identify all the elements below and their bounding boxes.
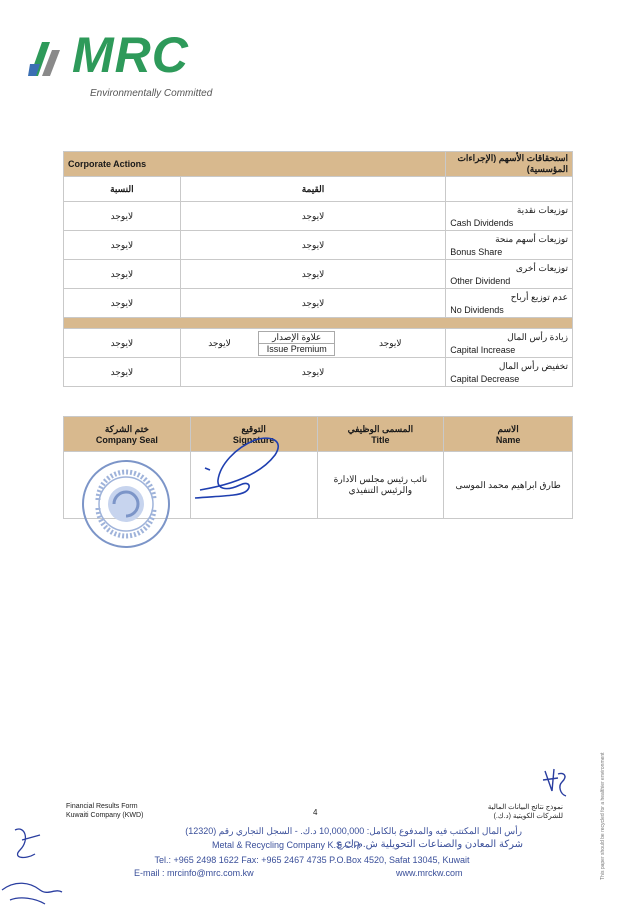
page-number: 4 bbox=[313, 808, 318, 817]
logo-tagline: Environmentally Committed bbox=[90, 88, 213, 99]
column-header-row bbox=[64, 177, 573, 202]
person-title-cell: نائب رئيس مجلس الادارة والرئيس التنفيذي bbox=[317, 452, 444, 519]
handwritten-signature bbox=[190, 430, 290, 505]
signature-header: التوقيع Signature bbox=[190, 417, 317, 452]
section-title-en: Corporate Actions bbox=[64, 152, 446, 177]
value-cell: لايوجد bbox=[180, 231, 445, 260]
label-ar: زيادة رأس المال bbox=[507, 331, 568, 342]
label-ar: تخفيض رأس المال bbox=[498, 360, 568, 371]
issue-premium-subtable bbox=[181, 331, 445, 356]
label-en: No Dividends bbox=[450, 304, 504, 315]
label-ar: عدم توزيع أرباح bbox=[510, 291, 568, 302]
row-label bbox=[446, 231, 573, 260]
company-seal bbox=[80, 458, 172, 550]
initials-mark bbox=[540, 766, 570, 800]
table-row bbox=[64, 358, 573, 387]
form-company-en: Kuwaiti Company (KWD) bbox=[66, 812, 144, 819]
email-line: E-mail : mrcinfo@mrc.com.kw bbox=[134, 868, 254, 878]
label-en: Capital Decrease bbox=[450, 373, 520, 384]
section-header-row bbox=[64, 152, 573, 177]
premium-value: لايوجد bbox=[208, 337, 231, 348]
value-cell: لايوجد bbox=[180, 202, 445, 231]
label-ar: توزيعات نقدية bbox=[516, 204, 568, 215]
row-label bbox=[446, 289, 573, 318]
label-ar: توزيعات أخرى bbox=[515, 262, 568, 273]
handwritten-initials bbox=[0, 820, 70, 915]
table-row bbox=[64, 329, 573, 358]
row-label bbox=[446, 260, 573, 289]
row-label bbox=[446, 329, 573, 358]
table-row bbox=[64, 202, 573, 231]
capital-info-ar: رأس المال المكتتب فيه والمدفوع بالكامل: 10,000,000 د.ك. - السجل التجاري رقم (12320) bbox=[185, 826, 522, 836]
title-header: المسمى الوظيفي Title bbox=[317, 417, 444, 452]
ratio-header: النسبة bbox=[64, 177, 181, 202]
form-company-ar: للشركات الكويتية (د.ك.) bbox=[493, 813, 563, 820]
ratio-cell: لايوجد bbox=[64, 231, 181, 260]
value-cell: لايوجد bbox=[180, 358, 445, 387]
label-en: Cash Dividends bbox=[450, 217, 514, 228]
label-en: Other Dividend bbox=[450, 275, 511, 286]
ratio-cell: لايوجد bbox=[64, 260, 181, 289]
person-name-cell: طارق ابراهيم محمد الموسى bbox=[444, 452, 573, 519]
value-cell: لايوجد bbox=[180, 260, 445, 289]
signature-header-row bbox=[64, 417, 573, 452]
premium-label-en: Issue Premium bbox=[259, 343, 335, 355]
section-title-ar: استحقاقات الأسهم (الإجراءات المؤسسية) bbox=[446, 152, 573, 177]
label-en: Bonus Share bbox=[450, 246, 503, 257]
row-label bbox=[446, 358, 573, 387]
contact-line: Tel.: +965 2498 1622 Fax: +965 2467 4735 P.O.Box 4520, Safat 13045, Kuwait bbox=[154, 855, 470, 865]
value-header: القيمة bbox=[180, 177, 445, 202]
ratio-cell: لايوجد bbox=[64, 329, 181, 358]
form-name-en: Financial Results Form bbox=[66, 803, 138, 810]
seal-header: ختم الشركة Company Seal bbox=[64, 417, 191, 452]
website-link[interactable]: www.mrckw.com bbox=[396, 868, 463, 878]
company-name-en: Metal & Recycling Company K.S.C.P. bbox=[212, 840, 361, 850]
name-header: الاسم Name bbox=[444, 417, 573, 452]
recycle-note: This paper should be recycled for a healthier environment bbox=[600, 752, 606, 880]
ratio-cell: لايوجد bbox=[64, 202, 181, 231]
logo-mark-icon bbox=[28, 42, 68, 76]
company-logo: MRC bbox=[72, 27, 189, 83]
company-name-ar: شركة المعادن والصناعات التحويلية ش.م.ك.ع bbox=[336, 839, 523, 850]
value-cell: لايوجد bbox=[378, 337, 402, 348]
table-row bbox=[64, 260, 573, 289]
corporate-actions-table bbox=[63, 151, 573, 387]
ratio-cell: لايوجد bbox=[64, 289, 181, 318]
section-divider bbox=[64, 318, 573, 329]
value-cell: لايوجد bbox=[180, 289, 445, 318]
table-row bbox=[64, 289, 573, 318]
row-label bbox=[446, 202, 573, 231]
label-ar: توزيعات أسهم منحة bbox=[495, 233, 568, 244]
premium-label-ar: علاوة الإصدار bbox=[259, 331, 335, 343]
label-en: Capital Increase bbox=[450, 344, 516, 355]
table-row bbox=[64, 231, 573, 260]
form-name-ar: نموذج نتائج البيانات المالية bbox=[487, 804, 563, 811]
ratio-cell: لايوجد bbox=[64, 358, 181, 387]
